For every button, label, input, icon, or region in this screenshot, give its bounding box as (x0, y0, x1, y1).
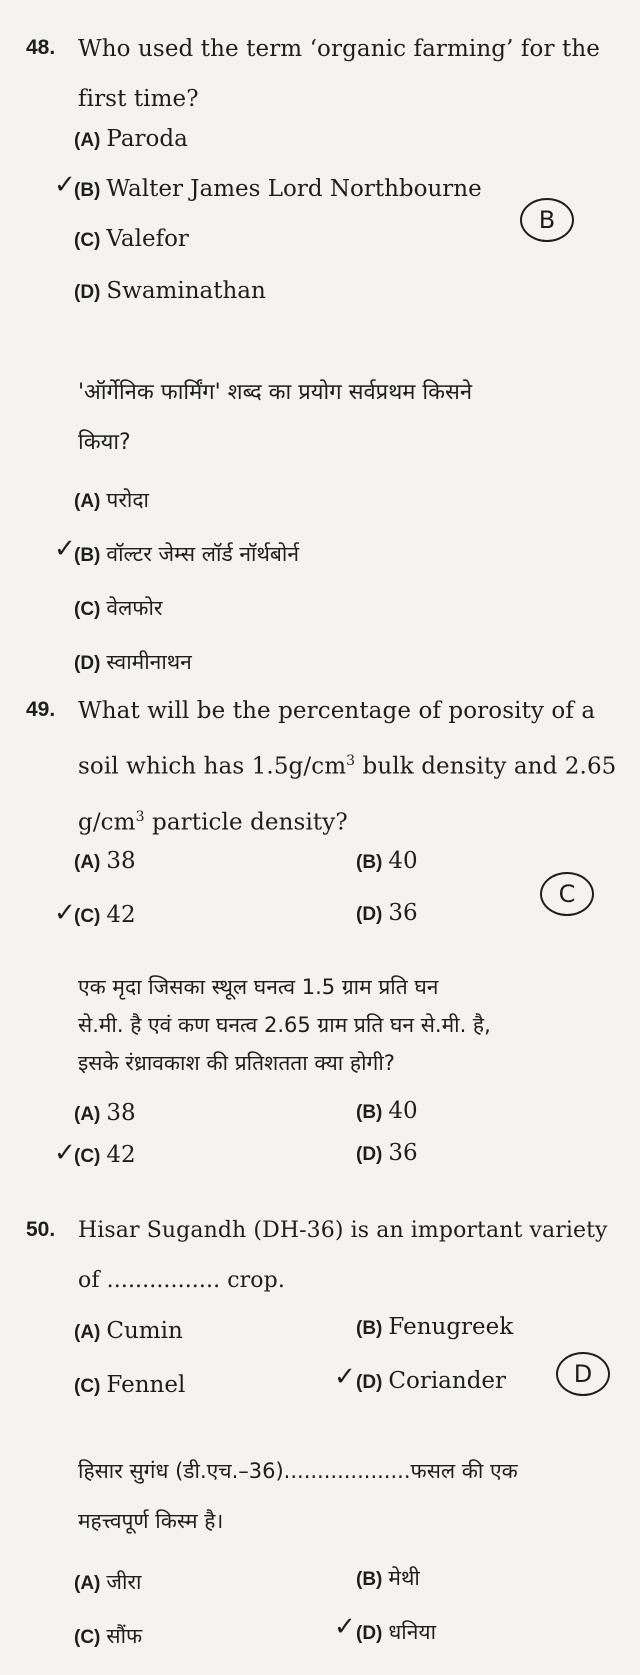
option-label: (C) (74, 1376, 101, 1397)
q48-option-c (74, 226, 189, 252)
text-part: g/cm (78, 809, 136, 836)
question-49-line-2 (78, 736, 633, 792)
option-text: Cumin (106, 1318, 183, 1344)
option-text: परोदा (106, 488, 149, 512)
option-label: (C) (74, 1627, 101, 1648)
answer-tick-icon: ✓ (54, 170, 76, 200)
question-50-text (78, 1206, 633, 1306)
q50-option-a (74, 1318, 183, 1344)
option-label: (C) (74, 599, 101, 620)
option-text: 36 (388, 1140, 418, 1166)
option-text: Coriander (388, 1368, 507, 1394)
option-label: (B) (356, 1102, 383, 1123)
option-label: (D) (74, 653, 101, 674)
option-text: सौंफ (106, 1624, 143, 1648)
option-text: जीरा (106, 1570, 142, 1594)
q49-option-a (74, 848, 136, 874)
text-part: bulk density and 2.65 (355, 753, 617, 780)
option-label: (A) (74, 130, 101, 151)
answer-tick-icon: ✓ (54, 534, 76, 564)
q50-hindi-option-a (74, 1568, 141, 1596)
option-text: Fennel (106, 1372, 186, 1398)
question-number-48: 48. (26, 36, 56, 59)
option-text: Fenugreek (388, 1314, 514, 1340)
option-label: (B) (74, 180, 101, 201)
q48-hindi-option-a (74, 486, 149, 514)
option-text: 38 (106, 848, 136, 874)
q50-hindi-option-c (74, 1622, 142, 1650)
q50-hindi-option-b (356, 1564, 420, 1592)
option-text: मेथी (388, 1566, 420, 1590)
q48-option-a (74, 126, 188, 152)
answer-tick-icon: ✓ (334, 1612, 356, 1642)
question-number-49: 49. (26, 698, 56, 721)
q50-option-b (356, 1314, 513, 1340)
superscript: 3 (135, 808, 145, 825)
option-label: (B) (356, 1569, 383, 1590)
answer-tick-icon: ✓ (54, 898, 76, 928)
option-text: 40 (388, 848, 418, 874)
option-text: Paroda (106, 126, 188, 152)
option-label: (D) (356, 1372, 383, 1393)
option-text: 42 (106, 1142, 136, 1168)
q48-answer-circle: B (520, 198, 574, 242)
q48-hindi-option-b (74, 540, 299, 568)
question-49-hindi-line-2: से.मी. है एवं कण घनत्व 2.65 ग्राम प्रति घन से.मी. है, (78, 1013, 491, 1037)
question-50-hindi-line-2: महत्त्वपूर्ण किस्म है। (78, 1509, 224, 1533)
q48-option-b (74, 176, 482, 202)
option-label: (D) (74, 282, 101, 303)
q48-hindi-option-d (74, 648, 192, 676)
q50-hindi-option-d (356, 1618, 436, 1646)
q49-hindi-option-d (356, 1140, 418, 1166)
q49-hindi-option-c (74, 1142, 136, 1168)
option-text: धनिया (388, 1620, 437, 1644)
question-49-hindi-text (78, 968, 633, 1082)
option-text: Walter James Lord Northbourne (106, 176, 482, 202)
option-text: वेलफोर (106, 596, 163, 620)
question-48-hindi-text (78, 368, 633, 468)
q49-option-c (74, 902, 136, 928)
question-50-hindi-text (78, 1446, 633, 1546)
q49-option-d (356, 900, 418, 926)
option-text: Valefor (106, 226, 189, 252)
option-label: (D) (356, 904, 383, 925)
option-label: (C) (74, 906, 101, 927)
question-49-hindi-line-1: एक मृदा जिसका स्थूल घनत्व 1.5 ग्राम प्रति घन (78, 975, 439, 999)
question-number-50: 50. (26, 1218, 56, 1241)
option-label: (D) (356, 1144, 383, 1165)
text-part: soil which has 1.5g/cm (78, 753, 347, 780)
question-49-text (78, 686, 633, 847)
q49-answer-circle: C (540, 872, 594, 916)
q49-option-b (356, 848, 418, 874)
option-text: 38 (106, 1100, 136, 1126)
answer-tick-icon: ✓ (54, 1138, 76, 1168)
answer-tick-icon: ✓ (334, 1362, 356, 1392)
question-48-hindi-line-1: 'ऑर्गेनिक फार्मिंग' शब्द का प्रयोग सर्वप्रथम किसने (78, 380, 473, 405)
option-label: (A) (74, 852, 101, 873)
q49-hindi-option-a (74, 1100, 136, 1126)
question-48-text (78, 24, 633, 124)
option-label: (B) (356, 1318, 383, 1339)
option-label: (A) (74, 491, 101, 512)
q48-hindi-option-c (74, 594, 163, 622)
option-label: (C) (74, 1146, 101, 1167)
option-label: (A) (74, 1104, 101, 1125)
option-text: Swaminathan (106, 278, 266, 304)
question-49-line-3 (78, 792, 633, 848)
q49-hindi-option-b (356, 1098, 418, 1124)
option-text: 40 (388, 1098, 418, 1124)
option-label: (D) (356, 1623, 383, 1644)
question-50-line-1: Hisar Sugandh (DH-36) is an important variety (78, 1218, 608, 1243)
question-50-hindi-line-1: हिसार सुगंध (डी.एच.–36)...................फसल की एक (78, 1459, 518, 1483)
option-text: 42 (106, 902, 136, 928)
option-label: (A) (74, 1322, 101, 1343)
q50-option-d (356, 1368, 506, 1394)
option-text: स्वामीनाथन (106, 650, 192, 674)
superscript: 3 (346, 753, 356, 769)
question-48-line-2: first time? (78, 86, 199, 112)
question-49-hindi-line-3: इसके रंध्रावकाश की प्रतिशतता क्या होगी? (78, 1051, 395, 1075)
option-text: 36 (388, 900, 418, 926)
option-label: (C) (74, 230, 101, 251)
question-48-line-1: Who used the term ‘organic farming’ for the (78, 36, 600, 62)
option-label: (B) (74, 545, 101, 566)
option-label: (B) (356, 852, 383, 873)
option-text: वॉल्टर जेम्स लॉर्ड नॉर्थबोर्न (106, 542, 299, 566)
question-50-line-2: of ................ crop. (78, 1268, 285, 1293)
question-49-line-1: What will be the percentage of porosity of a (78, 698, 596, 724)
q48-option-d (74, 278, 266, 304)
question-48-hindi-line-2: किया? (78, 430, 131, 455)
q50-option-c (74, 1372, 185, 1398)
option-label: (A) (74, 1573, 101, 1594)
text-part: particle density? (144, 809, 348, 836)
q50-answer-circle: D (556, 1352, 610, 1396)
